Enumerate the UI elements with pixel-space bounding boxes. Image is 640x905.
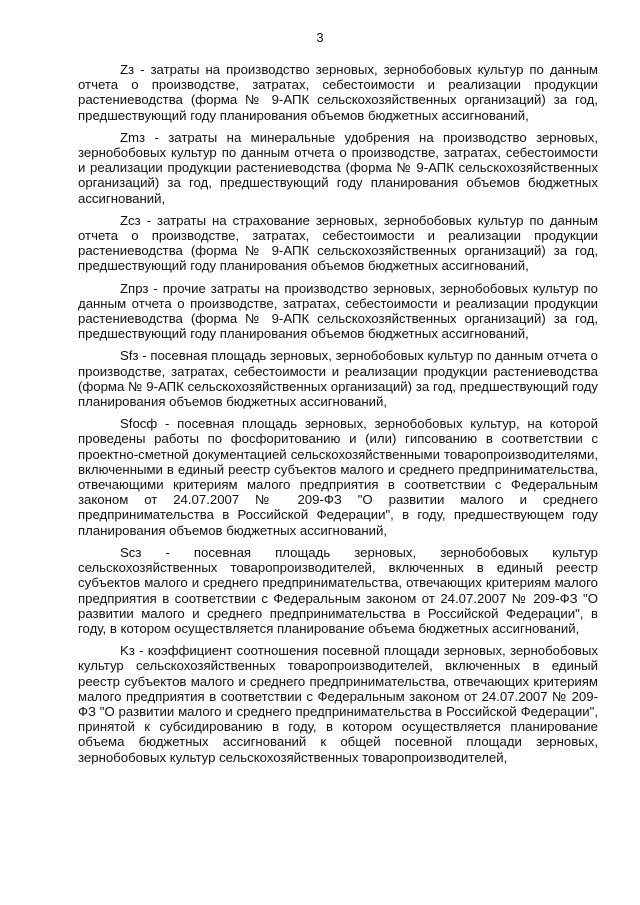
paragraph-zprz: Zпрз - прочие затраты на производство зерновых, зернобобовых культур по данным отчета о производстве, затратах, себестоимости и реализации продукции растениеводства (форма № 9-АПК сельскохозяйственных организаций) за год, предшествующий году планирования объемов бюджетных ассигнований, — [78, 280, 598, 342]
paragraph-zmz: Zmз - затраты на минеральные удобрения на производство зерновых, зернобобовых культур по данным отчета о производстве, затратах, себестоимости и реализации продукции растениеводства (форма № 9-АПК сельскохозяйственных организаций) за год, предшествующий году планирования объемов бюджетных ассигнований, — [78, 129, 598, 206]
document-body — [78, 62, 598, 772]
paragraph-sfosf: Sfосф - посевная площадь зерновых, зернобобовых культур, на которой проведены работы по фосфоритованию и (или) гипсованию в соответствии с проектно-сметной документацией сельскохозяйственными товаропроизводителями, включенными в единый реестр субъектов малого и среднего предпринимательства, отвечающими критериям малого предприятия в соответствии с Федеральным законом от 24.07.2007 № 209-ФЗ "О развитии малого и среднего предпринимательства в Российской Федерации", в году, предшествующем году планирования объемов бюджетных ассигнований, — [78, 416, 598, 538]
paragraph-zz: Zз - затраты на производство зерновых, зернобобовых культур по данным отчета о производстве, затратах, себестоимости и реализации продукции растениеводства (форма № 9-АПК сельскохозяйственных организаций) за год, предшествующий году планирования объемов бюджетных ассигнований, — [78, 62, 598, 123]
paragraph-sfz: Sfз - посевная площадь зерновых, зернобобовых культур по данным отчета о производстве, затратах, себестоимости и реализации продукции растениеводства (форма № 9-АПК сельскохозяйственных организаций) за год, предшествующий году планирования объемов бюджетных ассигнований, — [78, 348, 598, 410]
page-number: 3 — [316, 30, 324, 45]
paragraph-zsz: Zсз - затраты на страхование зерновых, зернобобовых культур по данным отчета о производстве, затратах, себестоимости и реализации продукции растениеводства (форма № 9-АПК сельскохозяйственных организаций) за год, предшествующий году планирования объемов бюджетных ассигнований, — [78, 212, 598, 274]
paragraph-kz: Kз - коэффициент соотношения посевной площади зерновых, зернобобовых культур сельскохозяйственных товаропроизводителей, включенных в единый реестр субъектов малого и среднего предпринимательства, отвечающих критериям малого предприятия в соответствии с Федеральным законом от 24.07.2007 № 209-ФЗ "О развитии малого и среднего предпринимательства в Российской Федерации", принятой к субсидированию в году, в котором осуществляется планирование объема бюджетных ассигнований к общей посевной площади зерновых, зернобобовых культур сельскохозяйственных товаропроизводителей, — [78, 643, 598, 765]
paragraph-scz: Scз - посевная площадь зерновых, зернобобовых культур сельскохозяйственных товаропроизводителей, включенных в единый реестр субъектов малого и среднего предпринимательства, отвечающих критериям малого предприятия в соответствии с Федеральным законом от 24.07.2007 № 209-ФЗ "О развитии малого и среднего предпринимательства в Российской Федерации", в году, в котором осуществляется планирование объема бюджетных ассигнований, — [78, 544, 598, 636]
